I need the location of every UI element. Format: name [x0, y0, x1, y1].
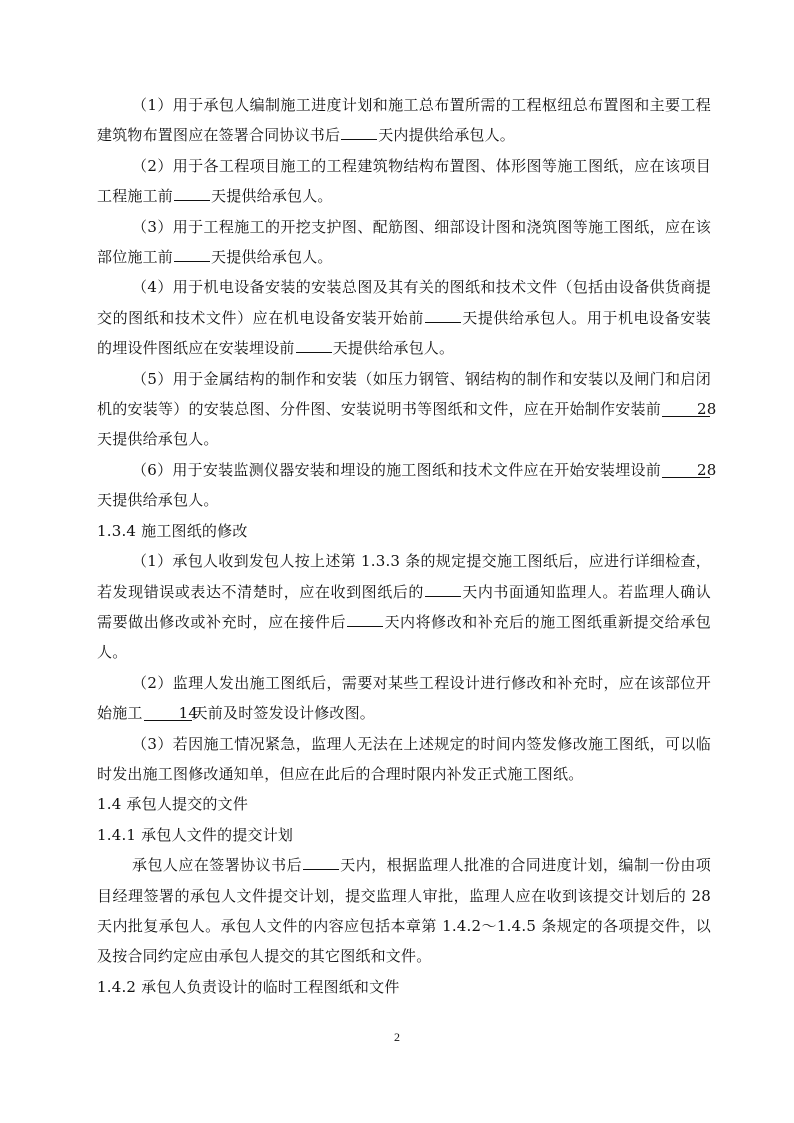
text-run: 天提供给承包人。用于机电设备安装的埋设件图纸应在安装埋设前	[97, 308, 712, 358]
fill-in-blank	[425, 582, 461, 597]
paragraph	[97, 850, 711, 972]
section-heading	[97, 820, 711, 850]
text-run: （3）用于工程施工的开挖支护图、配筋图、细部设计图和浇筑图等施工图纸，应在该部位施工前	[97, 217, 711, 267]
paragraph	[97, 212, 711, 273]
text-run: 天提供给承包人。	[97, 430, 219, 449]
text-run: 天前及时签发设计修改图。	[192, 704, 376, 723]
fill-in-blank	[174, 247, 210, 262]
fill-in-blank: 28	[662, 463, 710, 478]
text-run: （2）用于各工程项目施工的工程建筑物结构布置图、体形图等施工图纸，应在该项目工程施工前	[97, 156, 711, 206]
text-run: 承包人应在签署协议书后	[132, 856, 303, 875]
text-run: 天内将修改和补充后的施工图纸重新提交给承包人。	[97, 612, 712, 662]
fill-in-blank	[347, 612, 383, 627]
text-run: 天内书面通知监理人。若监理人确认需要做出修改或补充时，应在接件后	[97, 582, 712, 631]
text-run: 1.4.2 承包人负责设计的临时工程图纸和文件	[97, 977, 400, 996]
text-run: （1）承包人收到发包人按上述第 1.3.3 条的规定提交施工图纸后，应进行详细检查，若发现错误或表达不清楚时，应在收到图纸后的	[97, 552, 711, 601]
text-run: （6）用于安装监测仪器安装和埋设的施工图纸和技术文件应在开始安装埋设前	[132, 460, 661, 479]
paragraph	[97, 668, 711, 729]
paragraph	[97, 455, 717, 516]
paragraph	[97, 364, 717, 455]
fill-in-blank	[296, 338, 332, 353]
text-run: 1.4 承包人提交的文件	[97, 795, 249, 814]
fill-in-blank	[303, 855, 339, 870]
section-heading	[97, 789, 711, 819]
fill-in-blank: 14	[144, 706, 192, 721]
text-run: 天提供给承包人。	[97, 491, 219, 510]
text-run: 天内，根据监理人批准的合同进度计划，编制一份由项目经理签署的承包人文件提交计划，提交监理人审批，监理人应在收到该提交计划后的 28 天内批复承包人。承包人文件的内容应包括本章第 1.4.2～1.4.5 条规定的各项提交件，以及按合同约定应由承包人提交的其它图纸和文件。	[97, 856, 711, 966]
paragraph	[97, 272, 711, 363]
fill-in-blank: 28	[662, 402, 710, 417]
text-run: （3）若因施工情况紧急，监理人无法在上述规定的时间内签发修改施工图纸，可以临时发出施工图修改通知单，但应在此后的合理时限内补发正式施工图纸。	[97, 734, 711, 783]
paragraph	[97, 151, 711, 212]
text-run: 天提供给承包人。	[211, 248, 333, 267]
text-run: （5）用于金属结构的制作和安装（如压力钢管、钢结构的制作和安装以及闸门和启闭机的安装等）的安装总图、分件图、安装说明书等图纸和文件，应在开始制作安装前	[97, 369, 711, 419]
text-run: （1）用于承包人编制施工进度计划和施工总布置所需的工程枢纽总布置图和主要工程建筑物布置图应在签署合同协议书后	[97, 96, 711, 145]
paragraph	[97, 729, 711, 790]
text-run: 天内提供给承包人。	[378, 126, 516, 145]
text-run: 天提供给承包人。	[332, 339, 455, 358]
page-number: 2	[394, 1030, 400, 1044]
fill-in-blank	[425, 308, 461, 323]
text-run: 1.4.1 承包人文件的提交计划	[97, 825, 294, 844]
fill-in-blank	[341, 125, 377, 140]
text-run: 1.3.4 施工图纸的修改	[97, 521, 248, 540]
document-body	[97, 90, 717, 1002]
paragraph	[97, 546, 711, 668]
section-heading	[97, 516, 711, 546]
fill-in-blank	[174, 186, 210, 201]
text-run: （4）用于机电设备安装的安装总图及其有关的图纸和技术文件（包括由设备供货商提交的图纸和技术文件）应在机电设备安装开始前	[97, 278, 711, 327]
paragraph	[97, 90, 711, 151]
text-run: （2）监理人发出施工图纸后，需要对某些工程设计进行修改和补充时，应在该部位开始施工	[97, 673, 711, 723]
text-run: 天提供给承包人。	[211, 187, 333, 206]
section-heading	[97, 972, 711, 1002]
